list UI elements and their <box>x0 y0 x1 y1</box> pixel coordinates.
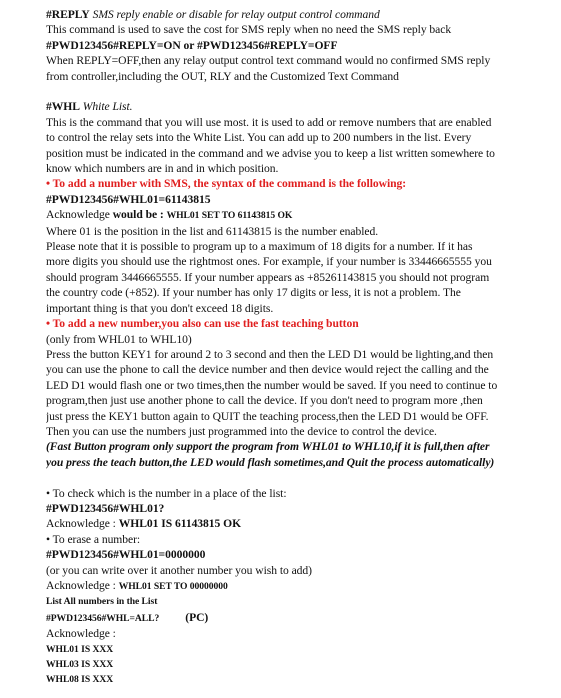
list-all-command: #PWD123456#WHL=ALL? <box>46 612 160 624</box>
fast-teach-heading: • To add a new number,you also can use the fast teaching button <box>46 317 359 331</box>
reply-explanation-line: When REPLY=OFF,then any relay output control text command would no confirmed SMS reply <box>46 54 491 68</box>
check-heading: • To check which is the number in a place of the list: <box>46 486 287 500</box>
list-item: WHL03 IS XXX <box>46 659 114 671</box>
list-item: WHL01 IS XXX <box>46 643 114 655</box>
fast-teach-line: LED D1 would flash one or two times,then the number would be saved. If you need to continue to <box>46 378 498 392</box>
whl-paragraph-line: position must be indicated in the command and we advise you to keep a list written somewhere to <box>46 146 495 160</box>
ack-would-be: would be : <box>112 208 167 222</box>
reply-off-command: #PWD123456#REPLY=OFF <box>197 38 338 52</box>
whl-paragraph-line: know which numbers are in and in which position. <box>46 162 279 176</box>
check-acknowledge <box>46 516 551 531</box>
where-line: Please note that it is possible to program up to a maximum of 18 digits for a number. If it has <box>46 240 473 254</box>
reply-or-text: or <box>180 38 198 52</box>
fast-teach-line: you can use the phone to call the device number and then device would reject the calling and the <box>46 363 489 377</box>
list-all-acknowledge: Acknowledge : <box>46 627 116 641</box>
spacer <box>46 470 551 485</box>
where-line: more digits you should use the rightmost ones. For example, if your number is 33446665555 you <box>46 255 492 269</box>
reply-description: This command is used to save the cost for SMS reply when no need the SMS reply back <box>46 23 452 37</box>
whl-paragraph-line: This is the command that you will use most. it is used to add or remove numbers that are enabled <box>46 115 492 129</box>
sms-add-acknowledge <box>46 207 551 223</box>
reply-on-command: #PWD123456#REPLY=ON <box>46 38 181 52</box>
sms-add-heading: • To add a number with SMS, the syntax of the command is the following: <box>46 177 407 191</box>
where-line: the country code (+852). If your number has only 17 digits or less, it is not a problem. The <box>46 286 461 300</box>
spacer <box>46 84 551 99</box>
fast-teach-line: Press the button KEY1 for around 2 to 3 second and then the LED D1 would be lighting,and then <box>46 347 494 361</box>
whl-heading-command: #WHL <box>46 100 80 114</box>
fast-teach-range: (only from WHL01 to WHL10) <box>46 332 192 346</box>
list-all-command-line <box>46 610 551 626</box>
reply-explanation-line: from controller,including the OUT, RLY and the Customized Text Command <box>46 69 399 83</box>
fast-teach-note: (Fast Button program only support the program from WHL01 to WHL10,if it is full,then after <box>46 440 490 454</box>
where-line: important thing is that you don't exceed 18 digits. <box>46 301 274 315</box>
fast-teach-line: Then you can use the numbers just programmed into the device to control the device. <box>46 424 437 438</box>
erase-heading: • To erase a number: <box>46 532 141 546</box>
fast-teach-line: just press the KEY1 button again to QUIT the teaching process,then the LED D1 would be OFF. <box>46 409 489 423</box>
where-line: should program 3446665555. If your number appears as +85261143815 you should not program <box>46 270 490 284</box>
erase-ack-value: WHL01 SET TO 00000000 <box>118 581 228 592</box>
reply-heading-description: SMS reply enable or disable for relay output control command <box>89 8 380 21</box>
erase-command: #PWD123456#WHL01=0000000 <box>46 548 206 562</box>
reply-heading <box>46 7 551 22</box>
fast-teach-line: program,then just use another phone to call the device. If you don't need to program more ,then <box>46 394 483 408</box>
list-item: WHL08 IS XXX <box>46 674 114 686</box>
check-ack-value: WHL01 IS 61143815 OK <box>118 517 242 531</box>
check-command: #PWD123456#WHL01? <box>46 501 165 515</box>
list-all-heading: List All numbers in the List <box>46 596 158 608</box>
where-line: Where 01 is the position in the list and 61143815 is the number enabled. <box>46 224 379 238</box>
ack-label: Acknowledge <box>46 208 113 222</box>
erase-note: (or you can write over it another number you wish to add) <box>46 563 312 577</box>
reply-heading-command: #REPLY <box>46 8 90 21</box>
erase-ack-label: Acknowledge : <box>46 579 119 592</box>
whl-heading <box>46 99 551 114</box>
check-ack-label: Acknowledge : <box>46 517 119 531</box>
ack-value: WHL01 SET TO 61143815 OK <box>166 210 293 222</box>
whl-paragraph-line: to control the relay sets into the White List. You can add up to 200 numbers in the list. Every <box>46 131 472 145</box>
fast-teach-note: you press the teach button,the LED would flash sometimes,and Quit the process automatically) <box>46 455 495 469</box>
list-all-pc-label: (PC) <box>185 610 209 624</box>
reply-command-line <box>46 38 551 53</box>
sms-add-command: #PWD123456#WHL01=61143815 <box>46 192 211 206</box>
erase-acknowledge <box>46 578 551 594</box>
whl-heading-description: White List. <box>79 100 133 114</box>
